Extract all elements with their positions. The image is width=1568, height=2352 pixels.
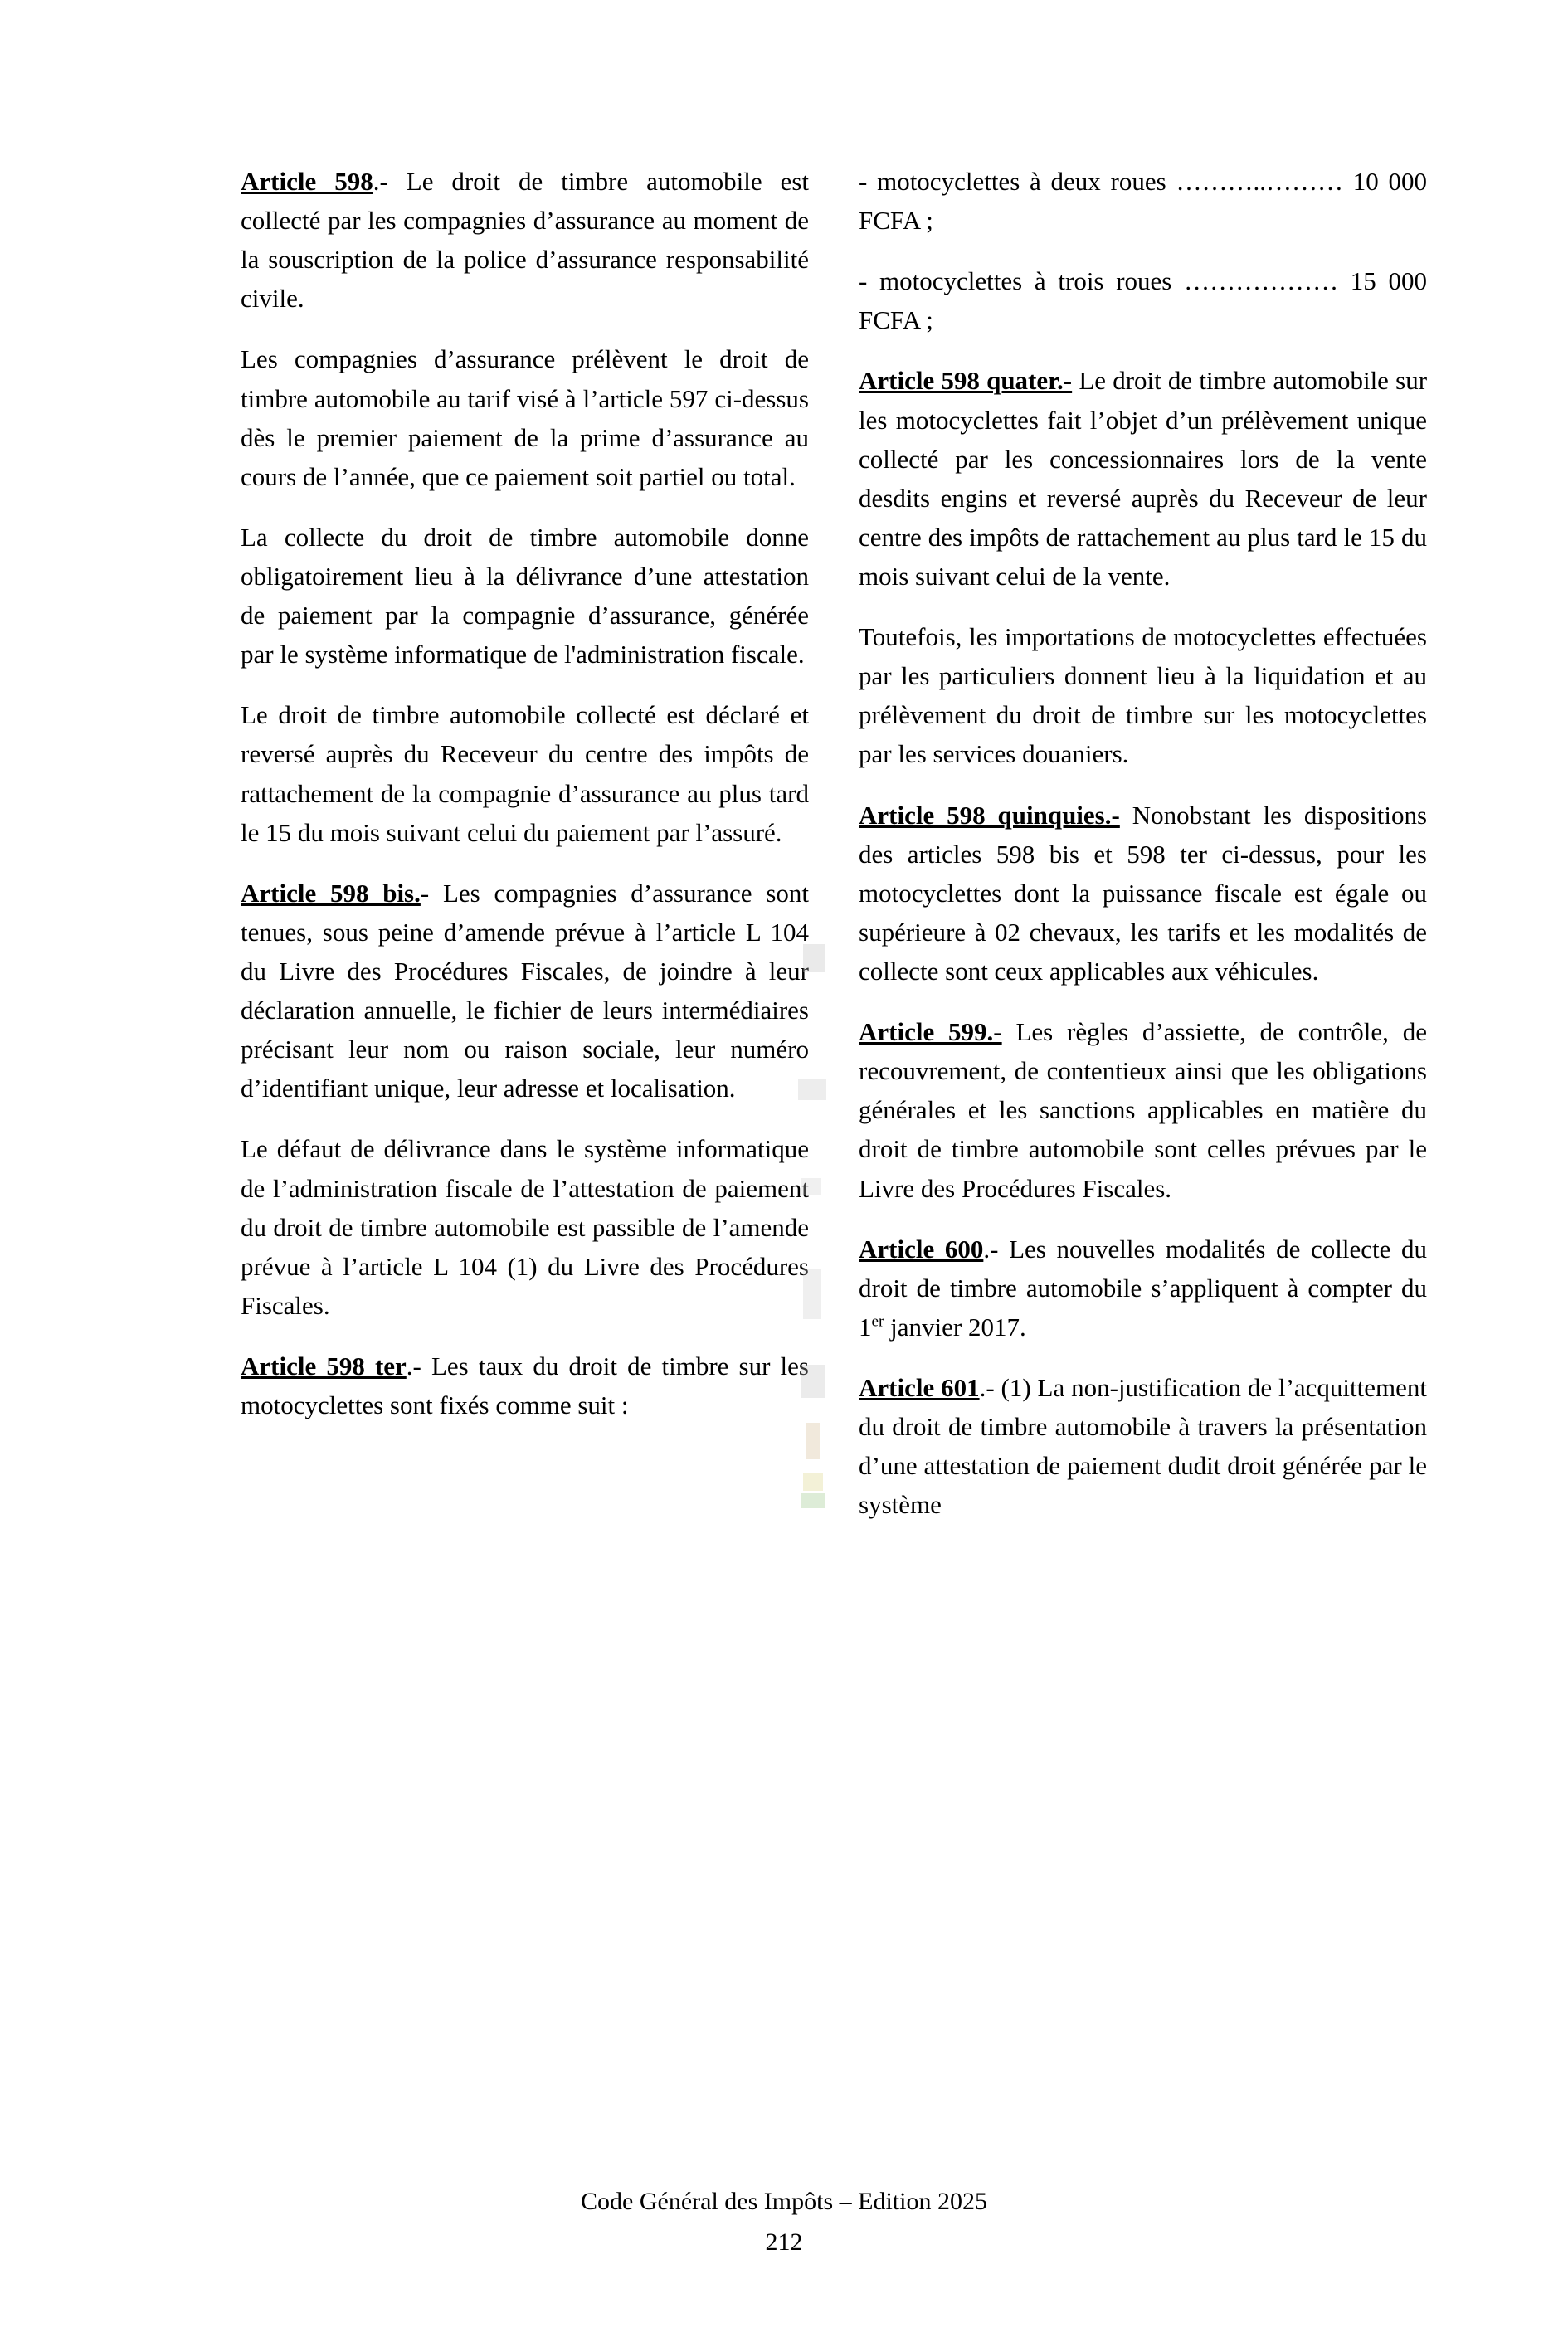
paragraph-text: - Les compagnies d’assurance sont tenues, sous peine d’amende prévue à l’article L 104 du Livre des Procédures Fiscales, de joindre à leur déclaration annuelle, le fichier de leurs intermédiaires précisant leur nom ou raison sociale, leur numéro d’identifiant unique, leur adresse et localisation. (241, 878, 809, 1103)
paragraph-text: - motocyclettes à trois roues ……………… 15 000 FCFA ; (859, 266, 1427, 335)
paragraph-text: Les compagnies d’assurance prélèvent le droit de timbre automobile au tarif visé à l’article 597 ci-dessus dès le premier paiement de la prime d’assurance au cours de l’année, que ce paiement soit partiel ou total. (241, 344, 809, 491)
paragraph-article-598-quinquies (859, 796, 1427, 991)
paragraph-text: Nonobstant les dispositions des articles 598 bis et 598 ter ci-dessus, pour les motocyclettes dont la puissance fiscale est égale ou supérieure à 02 chevaux, les tarifs et les modalités de collecte sont ceux applicables aux véhicules. (859, 800, 1428, 986)
two-column-body (241, 162, 1427, 1524)
paragraph-text: .- Les taux du droit de timbre sur les motocyclettes sont fixés comme suit : (241, 1351, 809, 1420)
article-heading-598-quater: Article 598 quater.- (859, 366, 1073, 396)
paragraph-text: .- Le droit de timbre automobile est collecté par les compagnies d’assurance au moment de la souscription de la police d’assurance responsabilité civile. (241, 167, 809, 314)
footer-title: Code Général des Impôts – Edition 2025 (581, 2188, 987, 2215)
paragraph-article-598 (241, 162, 809, 318)
article-heading-599: Article 599.- (859, 1017, 1002, 1047)
paragraph-article-600 (859, 1230, 1427, 1346)
paragraph-article-598-ter (241, 1346, 809, 1424)
page-number: 212 (765, 2228, 803, 2256)
article-heading-598: Article 598 (241, 167, 373, 196)
article-heading-598-bis: Article 598 bis. (241, 878, 421, 908)
paragraph-article-599 (859, 1012, 1427, 1208)
paragraph-article-601 (859, 1368, 1427, 1524)
paragraph-text: Le droit de timbre automobile sur les motocyclettes fait l’objet d’un prélèvement unique collecté par les concessionnaires lors de la vente desdits engins et reversé auprès du Receveur de leur centre des impôts de rattachement au plus tard le 15 du mois suivant celui de la vente. (859, 366, 1428, 591)
list-item-deux-roues (859, 162, 1427, 240)
paragraph-598-3 (241, 518, 809, 674)
left-column (241, 162, 809, 1524)
page-footer (0, 2183, 1568, 2261)
article-heading-598-quinquies: Article 598 quinquies.- (859, 800, 1120, 830)
paragraph-text: Le droit de timbre automobile collecté est déclaré et reversé auprès du Receveur du centre des impôts de rattachement de la compagnie d’assurance au plus tard le 15 du mois suivant celui du paiement par l’assuré. (241, 700, 809, 847)
paragraph-598-bis-2 (241, 1129, 809, 1325)
paragraph-598-2 (241, 339, 809, 495)
paragraph-598-4 (241, 695, 809, 851)
list-item-trois-roues (859, 261, 1427, 339)
paragraph-text: .- (1) La non-justification de l’acquittement du droit de timbre automobile à travers la présentation d’une attestation de paiement dudit droit générée par le système (859, 1372, 1427, 1520)
paragraph-article-598-quater (859, 361, 1427, 596)
paragraph-text: .- Les nouvelles modalités de collecte du droit de timbre automobile s’appliquent à compter du 1 (859, 1234, 1427, 1342)
paragraph-text: Les règles d’assiette, de contrôle, de recouvrement, de contentieux ainsi que les obligations générales et les sanctions applicables en matière du droit de timbre automobile sont celles prévues par le Livre des Procédures Fiscales. (859, 1017, 1427, 1203)
paragraph-598-quater-2 (859, 617, 1427, 773)
ordinal-suffix: er (871, 1312, 884, 1331)
article-heading-601: Article 601 (859, 1372, 980, 1402)
article-heading-600: Article 600 (859, 1234, 984, 1264)
paragraph-text: - motocyclettes à deux roues ………..……… 10 000 FCFA ; (859, 167, 1427, 236)
paragraph-text: La collecte du droit de timbre automobile donne obligatoirement lieu à la délivrance d’une attestation de paiement par la compagnie d’assurance, générée par le système informatique de l'administration fiscale. (241, 522, 809, 670)
paragraph-text: Le défaut de délivrance dans le système informatique de l’administration fiscale de l’attestation de paiement du droit de timbre automobile est passible de l’amende prévue à l’article L 104 (1) du Livre des Procédures Fiscales. (241, 1134, 809, 1320)
paragraph-text-after: janvier 2017. (884, 1312, 1026, 1342)
right-column (859, 162, 1427, 1524)
paragraph-text: Toutefois, les importations de motocyclettes effectuées par les particuliers donnent lieu à la liquidation et au prélèvement du droit de timbre sur les motocyclettes par les services douaniers. (859, 622, 1427, 769)
article-heading-598-ter: Article 598 ter (241, 1351, 407, 1381)
paragraph-article-598-bis (241, 874, 809, 1108)
